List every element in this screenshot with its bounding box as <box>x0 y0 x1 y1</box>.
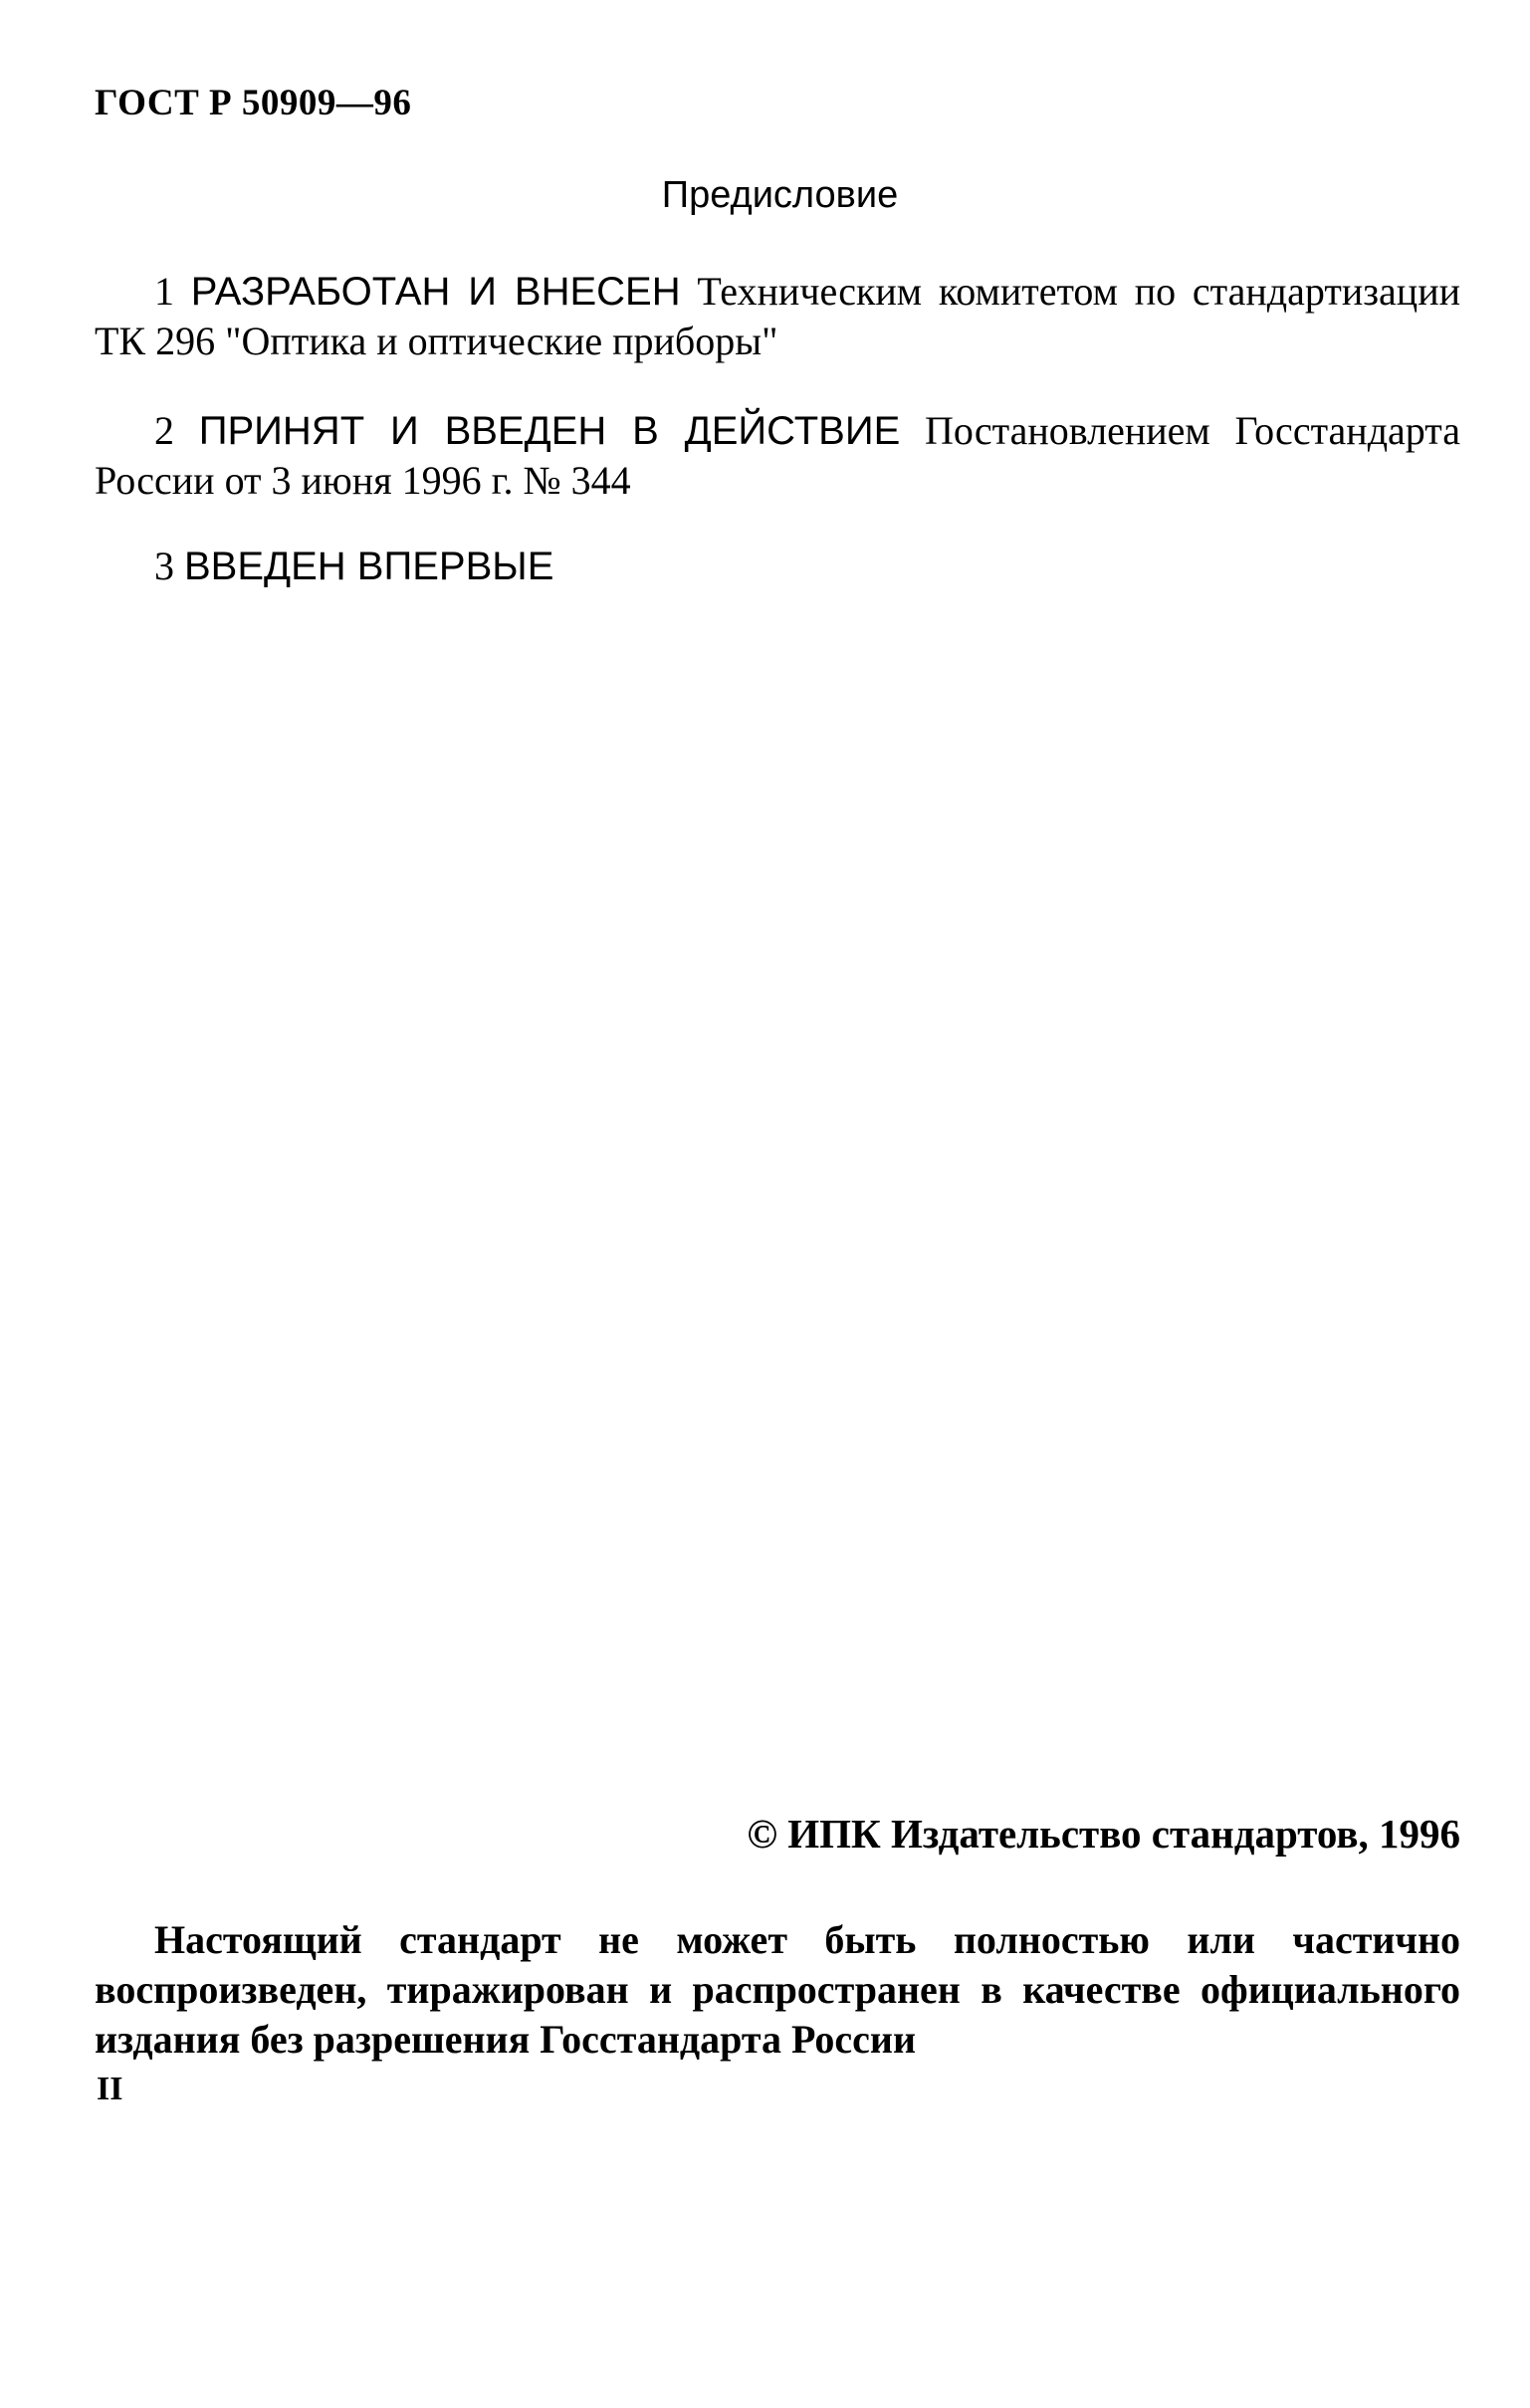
document-code: ГОСТ Р 50909—96 <box>95 83 412 123</box>
item-heading: ПРИНЯТ И ВВЕДЕН В ДЕЙСТВИЕ <box>198 409 901 453</box>
reproduction-notice <box>95 1915 1460 2065</box>
item-heading: РАЗРАБОТАН И ВНЕСЕН <box>190 270 681 314</box>
copyright-line: © ИПК Издательство стандартов, 1996 <box>747 1811 1460 1857</box>
page-number: II <box>97 2071 123 2107</box>
item-number: 3 <box>154 544 174 588</box>
preface-item-1 <box>95 267 1460 366</box>
preface-item-2 <box>95 406 1460 506</box>
item-text: Техническим комитетом по стандартизации ТК 296 "Оптика и оптические приборы" <box>95 269 1461 363</box>
notice-text: Настоящий стандарт не может быть полностью или частично воспроизведен, тиражирован и распространен в качестве официального издания без разрешения Госстандарта России <box>95 1917 1460 2062</box>
item-number: 2 <box>154 408 174 453</box>
preface-title: Предисловие <box>661 174 899 216</box>
item-number: 1 <box>154 269 174 314</box>
item-heading: ВВЕДЕН ВПЕРВЫЕ <box>184 545 554 588</box>
preface-item-3 <box>95 542 1460 591</box>
item-text: Постановлением Госстандарта России от 3 июня 1996 г. № 344 <box>95 408 1460 503</box>
